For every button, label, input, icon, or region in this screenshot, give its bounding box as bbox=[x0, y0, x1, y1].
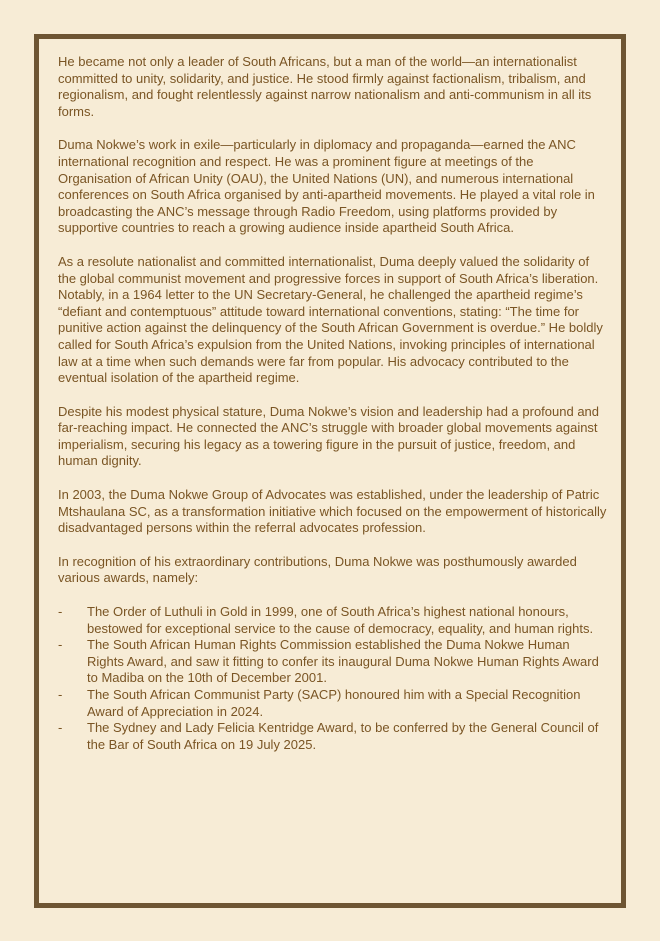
list-item bbox=[58, 637, 608, 687]
paragraph-awards-intro: In recognition of his extraordinary contributions, Duma Nokwe was posthumously awarded various awards, namely: bbox=[58, 553, 577, 586]
paragraph-un-letter: As a resolute nationalist and committed internationalist, Duma deeply valued the solidarity of the global communist movement and progressive forces in support of South Africa’s liberation. Notably, in a 1964 letter to the UN Secretary-General, he challenged the apartheid regime’s “defiant and contemptuous” attitude toward international conventions, stating: “The time for punitive action against the delinquency of the South African Government is overdue.” He boldly called for South Africa’s expulsion from the United Nations, invoking principles of international law at a time when such demands were far from popular. His advocacy contributed to the eventual isolation of the apartheid regime. bbox=[58, 253, 603, 386]
list-item bbox=[58, 604, 608, 637]
list-item bbox=[58, 687, 608, 720]
award-text: The Order of Luthuli in Gold in 1999, one of South Africa’s highest national honours, bestowed for exceptional service to the cause of democracy, equality, and human rights. bbox=[87, 604, 594, 636]
list-dash: - bbox=[58, 720, 63, 736]
paragraph-internationalist: He became not only a leader of South Africans, but a man of the world—an internationalist committed to unity, solidarity, and justice. He stood firmly against factionalism, tribalism, and regionalism, and fought relentlessly against narrow nationalism and anti-communism in all its forms. bbox=[58, 54, 592, 119]
award-text: The Sydney and Lady Felicia Kentridge Award, to be conferred by the General Council of the Bar of South Africa on 19 July 2025. bbox=[87, 720, 599, 752]
list-dash: - bbox=[58, 604, 63, 620]
paragraph-exile-work: Duma Nokwe’s work in exile—particularly in diplomacy and propaganda—earned the ANC international recognition and respect. He was a prominent figure at meetings of the Organisation of African Unity (OAU), the United Nations (UN), and numerous international conferences on South Africa organised by anti-apartheid movements. He played a vital role in broadcasting the ANC’s message through Radio Freedom, using platforms provided by supportive countries to reach a growing audience inside apartheid South Africa. bbox=[58, 137, 595, 236]
list-dash: - bbox=[58, 687, 63, 702]
page-border-frame bbox=[34, 34, 626, 908]
paragraph-legacy: Despite his modest physical stature, Duma Nokwe’s vision and leadership had a profound and far-reaching impact. He connected the ANC’s struggle with broader global movements against imperialism, securing his legacy as a towering figure in the pursuit of justice, freedom, and human dignity. bbox=[58, 403, 600, 469]
awards-list bbox=[58, 604, 608, 753]
list-dash: - bbox=[58, 637, 63, 653]
award-text: The South African Human Rights Commission established the Duma Nokwe Human Rights Award, and saw it fitting to confer its inaugural Duma Nokwe Human Rights Award to Madiba on the 10th of December 2001. bbox=[87, 637, 599, 686]
award-text: The South African Communist Party (SACP) honoured him with a Special Recognition Award of Appreciation in 2024. bbox=[87, 687, 581, 719]
paragraph-group-of-advocates: In 2003, the Duma Nokwe Group of Advocates was established, under the leadership of Patric Mtshaulana SC, as a transformation initiative which focused on the empowerment of historically disadvantaged persons within the referral advocates profession. bbox=[58, 487, 607, 536]
document-body bbox=[58, 54, 608, 753]
list-item bbox=[58, 720, 608, 753]
